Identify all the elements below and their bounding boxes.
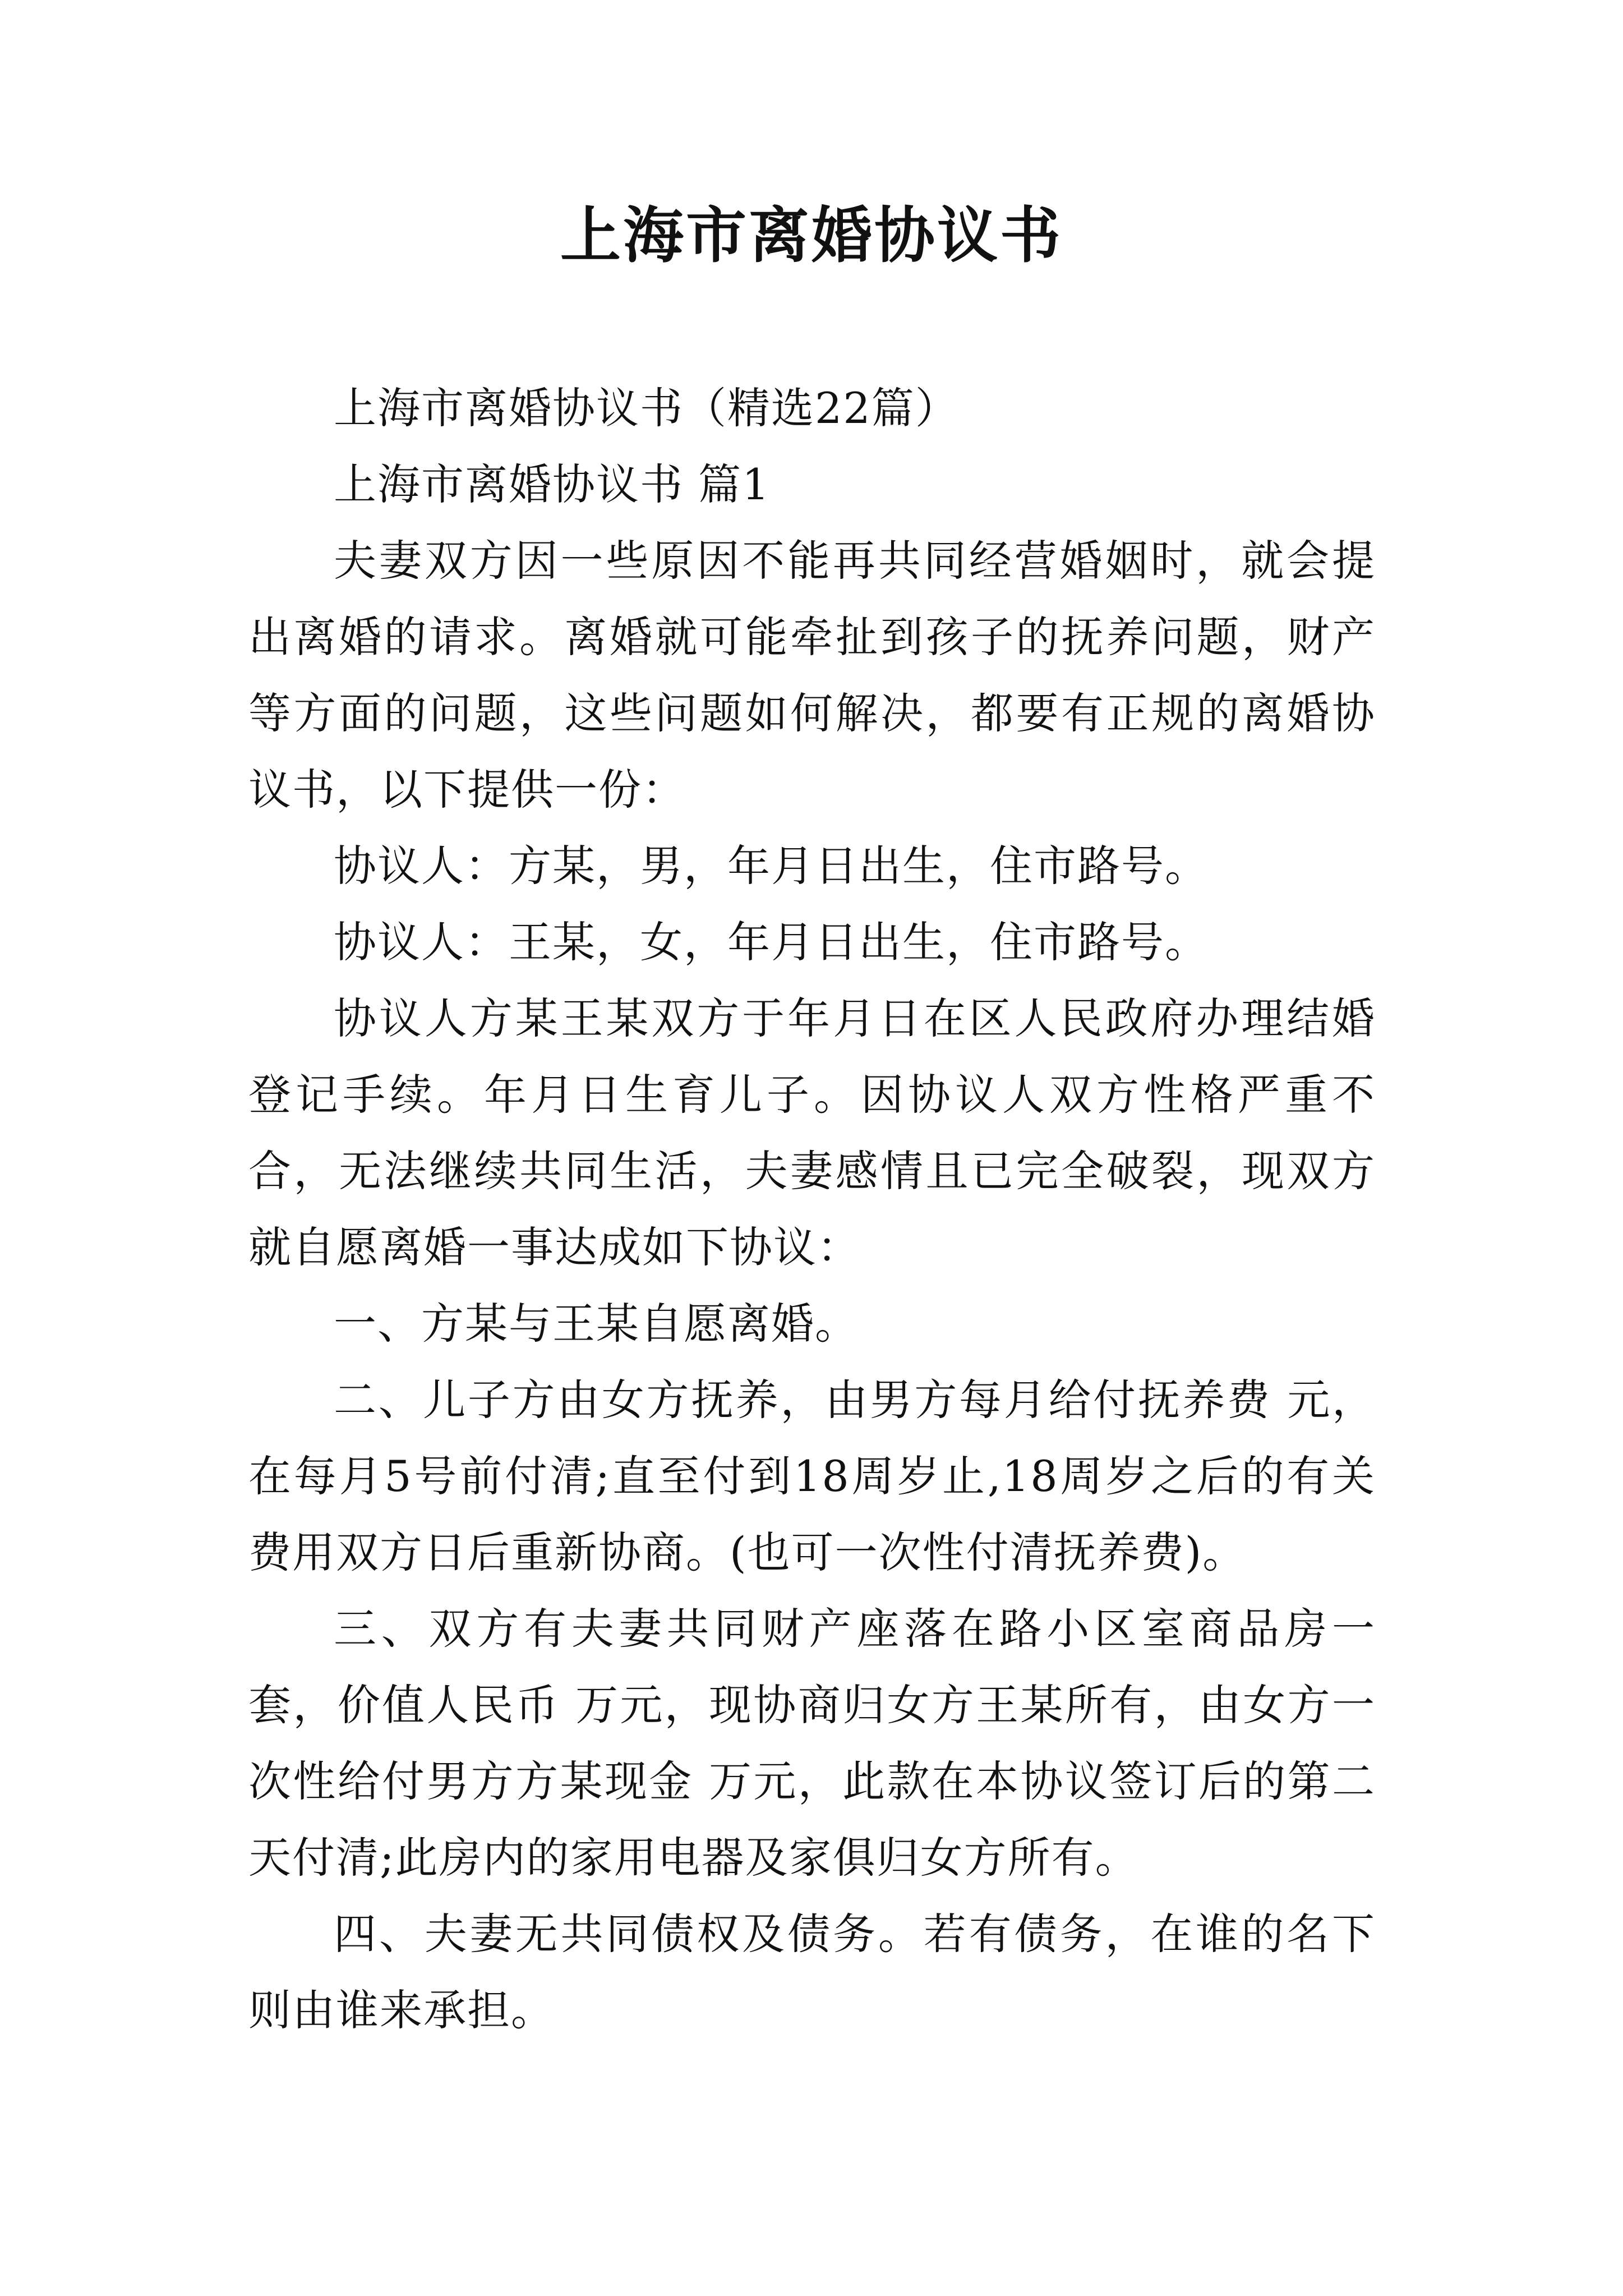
paragraph-section-heading: 上海市离婚协议书 篇1 xyxy=(334,459,771,509)
document-title: 上海市离婚协议书 xyxy=(560,200,1063,271)
paragraph-clause-3: 三、双方有夫妻共同财产座落在路小区室商品房一套，价值人民币 万元，现协商归女方王某所有，由女方一次性给付男方方某现金 万元，此款在本协议签订后的第二天付清;此房内的家用电器及家俱归女方所有。 xyxy=(248,1604,1376,1883)
paragraph-party-1: 协议人：方某，男，年月日出生，住市路号。 xyxy=(334,841,1209,891)
paragraph-intro: 夫妻双方因一些原因不能再共同经营婚姻时，就会提出离婚的请求。离婚就可能牵扯到孩子的抚养问题，财产等方面的问题，这些问题如何解决，都要有正规的离婚协议书，以下提供一份： xyxy=(248,536,1376,815)
paragraph-party-2: 协议人：王某，女，年月日出生，住市路号。 xyxy=(334,917,1209,967)
paragraph-clause-1: 一、方某与王某自愿离婚。 xyxy=(334,1299,859,1349)
paragraph-clause-4: 四、夫妻无共同债权及债务。若有债务，在谁的名下则由谁来承担。 xyxy=(248,1909,1376,2035)
paragraph-background: 协议人方某王某双方于年月日在区人民政府办理结婚登记手续。年月日生育儿子。因协议人双方性格严重不合，无法继续共同生活，夫妻感情且已完全破裂，现双方就自愿离婚一事达成如下协议： xyxy=(248,993,1376,1272)
paragraph-subtitle: 上海市离婚协议书（精选22篇） xyxy=(334,383,959,433)
document-body xyxy=(248,370,1376,2049)
paragraph-clause-2: 二、儿子方由女方抚养，由男方每月给付抚养费 元，在每月5号前付清;直至付到18周岁止,18周岁之后的有关费用双方日后重新协商。(也可一次性付清抚养费)。 xyxy=(248,1375,1376,1577)
